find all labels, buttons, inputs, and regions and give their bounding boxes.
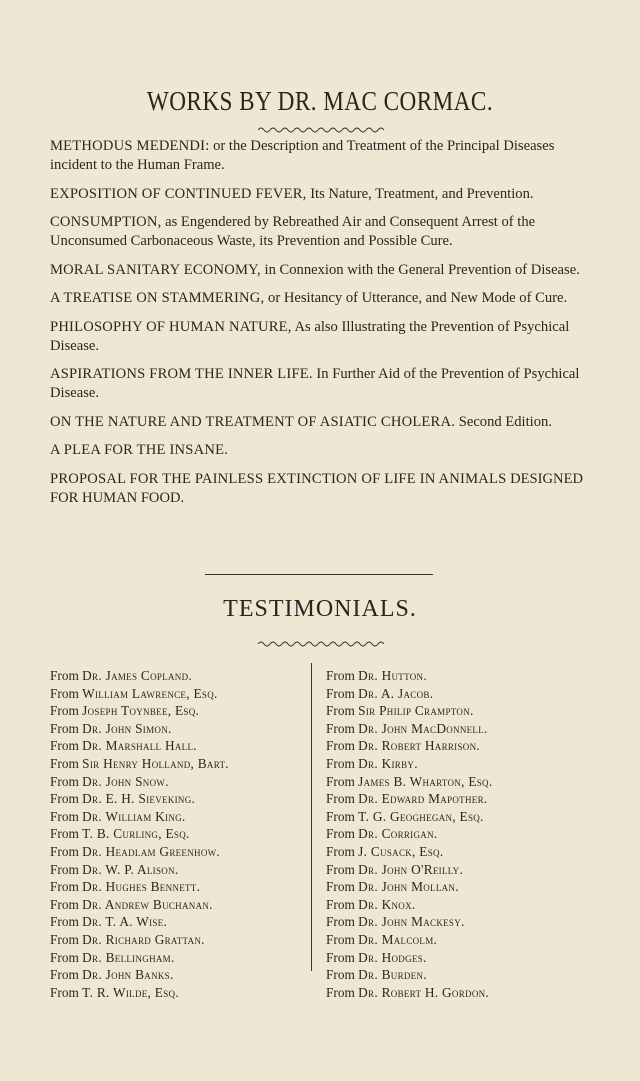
testimonial-prefix: From	[326, 861, 355, 877]
work-entry	[50, 213, 590, 251]
testimonial-name: Dr. James Copland.	[82, 668, 193, 683]
testimonial-name: T. G. Geoghegan, Esq.	[358, 808, 484, 824]
testimonial-item	[326, 966, 596, 984]
testimonial-name: Dr. Hughes Bennett.	[82, 879, 201, 895]
testimonial-item	[326, 685, 596, 703]
testimonial-item	[50, 790, 300, 808]
testimonial-item	[326, 755, 596, 773]
work-description: DESIGNED FOR HUMAN FOOD.	[50, 470, 584, 506]
work-entry	[50, 441, 590, 460]
work-description: or Hesitancy of Utterance, and New Mode of Cure.	[268, 290, 568, 306]
testimonial-name: Dr. T. A. Wise.	[82, 914, 168, 930]
testimonial-name: Dr. John Simon.	[82, 720, 172, 736]
testimonials-heading: TESTIMONIALS.	[223, 596, 417, 622]
testimonial-item	[50, 685, 300, 703]
works-list	[50, 137, 590, 517]
work-description: in Connexion with the General Prevention of Disease.	[264, 261, 580, 278]
work-title: A PLEA FOR THE INSANE.	[50, 442, 229, 458]
work-title: PROPOSAL FOR THE PAINLESS EXTINCTION OF LIFE IN ANIMALS	[50, 470, 507, 487]
testimonials-left-column	[50, 667, 300, 1001]
testimonial-name: Dr. Corrigan.	[358, 826, 438, 842]
testimonial-prefix: From	[50, 720, 79, 736]
work-title: ASPIRATIONS FROM THE INNER LIFE.	[50, 366, 313, 382]
column-divider	[311, 663, 312, 971]
testimonial-prefix: From	[326, 720, 355, 736]
work-entry	[50, 289, 590, 308]
testimonial-item	[326, 773, 596, 791]
testimonial-prefix: From	[326, 931, 355, 947]
testimonial-item	[50, 878, 300, 896]
testimonial-prefix: From	[50, 843, 79, 859]
testimonial-name: Dr. John MacDonnell.	[358, 720, 488, 736]
testimonial-prefix: From	[326, 755, 355, 771]
work-entry	[50, 185, 590, 204]
testimonial-item	[326, 790, 596, 808]
testimonial-name: James B. Wharton, Esq.	[358, 773, 493, 789]
testimonial-prefix: From	[50, 896, 79, 912]
testimonial-prefix: From	[50, 949, 79, 965]
testimonial-prefix: From	[326, 949, 355, 965]
testimonial-name: Dr. Robert H. Gordon.	[358, 984, 490, 1000]
page-title: WORKS BY DR. MAC CORMAC.	[146, 86, 494, 116]
work-title: ON THE NATURE AND TREATMENT OF ASIATIC CHOLERA.	[50, 413, 456, 430]
testimonial-item	[50, 896, 300, 914]
testimonial-prefix: From	[50, 967, 79, 983]
testimonial-prefix: From	[50, 808, 79, 824]
testimonial-item	[50, 966, 300, 984]
testimonial-item	[50, 702, 300, 720]
work-entry	[50, 137, 590, 175]
testimonial-name: Dr. E. H. Sieveking.	[82, 791, 196, 807]
testimonial-prefix: From	[326, 685, 355, 701]
work-description: In Further Aid of the Prevention of Psychical Disease.	[50, 366, 580, 401]
work-title: MORAL SANITARY ECONOMY,	[50, 261, 261, 278]
testimonial-name: Dr. Richard Grattan.	[82, 931, 205, 947]
testimonial-prefix: From	[50, 738, 79, 754]
testimonial-name: T. R. Wilde, Esq.	[82, 984, 179, 1000]
wavy-ornament	[258, 126, 384, 134]
testimonial-item	[326, 878, 596, 896]
testimonial-item	[326, 843, 596, 861]
testimonial-item	[326, 931, 596, 949]
testimonial-name: J. Cusack, Esq.	[358, 843, 444, 859]
testimonial-name: Dr. Hodges.	[358, 949, 427, 965]
testimonial-name: Dr. Malcolm.	[358, 931, 438, 947]
testimonial-name: Sir Henry Holland, Bart.	[82, 755, 229, 771]
testimonial-item	[50, 843, 300, 861]
testimonial-name: Dr. Edward Mapother.	[358, 791, 488, 807]
testimonial-prefix: From	[50, 984, 79, 1000]
testimonial-prefix: From	[50, 755, 79, 771]
testimonial-name: Dr. Knox.	[358, 896, 416, 912]
testimonial-item	[50, 808, 300, 826]
testimonial-prefix: From	[50, 685, 79, 701]
testimonial-prefix: From	[326, 826, 355, 842]
testimonial-prefix: From	[50, 773, 79, 789]
testimonial-name: William Lawrence, Esq.	[82, 685, 218, 701]
testimonial-name: Dr. Robert Harrison.	[358, 738, 480, 754]
testimonial-prefix: From	[326, 984, 355, 1000]
work-entry	[50, 318, 590, 356]
testimonial-prefix: From	[326, 791, 355, 807]
testimonial-item	[326, 913, 596, 931]
testimonial-item	[326, 720, 596, 738]
testimonial-item	[50, 825, 300, 843]
testimonial-prefix: From	[50, 914, 79, 930]
testimonial-item	[326, 667, 596, 685]
testimonial-prefix: From	[326, 773, 355, 789]
testimonial-prefix: From	[50, 668, 79, 683]
work-title: PHILOSOPHY OF HUMAN NATURE,	[50, 318, 292, 335]
work-title: A TREATISE ON STAMMERING,	[50, 290, 265, 306]
testimonial-name: Dr. Bellingham.	[82, 949, 175, 965]
testimonial-name: Dr. John Mollan.	[358, 879, 459, 895]
testimonial-item	[326, 984, 596, 1002]
testimonial-item	[50, 949, 300, 967]
work-title: CONSUMPTION,	[50, 214, 162, 230]
testimonial-name: Dr. Kirby.	[358, 755, 418, 771]
testimonial-prefix: From	[326, 914, 355, 930]
work-description: As also Illustrating the Prevention of Psychical Disease.	[50, 318, 570, 354]
testimonial-prefix: From	[326, 703, 355, 719]
testimonial-item	[50, 984, 300, 1002]
testimonial-prefix: From	[50, 861, 79, 877]
testimonial-item	[326, 702, 596, 720]
wavy-ornament	[258, 640, 384, 648]
work-description: Its Nature, Treatment, and Prevention.	[310, 185, 534, 202]
testimonial-item	[50, 737, 300, 755]
work-description: Second Edition.	[458, 413, 552, 430]
work-entry	[50, 470, 590, 508]
testimonial-name: Joseph Toynbee, Esq.	[82, 703, 200, 719]
testimonial-prefix: From	[50, 703, 79, 719]
testimonial-prefix: From	[50, 879, 79, 895]
testimonial-name: Dr. William King.	[82, 808, 186, 824]
testimonial-name: Dr. John Mackesy.	[358, 914, 465, 930]
work-entry	[50, 413, 590, 432]
testimonial-prefix: From	[326, 738, 355, 754]
testimonial-name: Dr. John Snow.	[82, 773, 169, 789]
testimonial-item	[326, 737, 596, 755]
work-title: EXPOSITION OF CONTINUED FEVER,	[50, 185, 307, 202]
testimonial-prefix: From	[50, 931, 79, 947]
testimonial-name: Dr. Hutton.	[358, 668, 427, 683]
work-description: as Engendered by Rebreathed Air and Consequent Arrest of the Unconsumed Carbonaceous Waste, its Prevention and Possible Cure.	[50, 214, 536, 249]
work-description: or the Description and Treatment of the Principal Diseases incident to the Human Frame.	[50, 138, 555, 173]
testimonial-item	[326, 808, 596, 826]
testimonial-name: Dr. Burden.	[358, 967, 427, 983]
testimonial-item	[326, 825, 596, 843]
testimonial-name: Dr. A. Jacob.	[358, 685, 434, 701]
work-title: METHODUS MEDENDI:	[50, 138, 210, 154]
section-divider-rule	[205, 574, 433, 575]
testimonial-item	[326, 949, 596, 967]
testimonial-item	[50, 861, 300, 879]
work-entry	[50, 365, 590, 403]
testimonial-prefix: From	[326, 808, 355, 824]
testimonial-prefix: From	[326, 879, 355, 895]
testimonial-item	[326, 861, 596, 879]
testimonial-name: Dr. Headlam Greenhow.	[82, 843, 221, 859]
testimonial-item	[50, 755, 300, 773]
testimonials-right-column	[326, 667, 596, 1001]
testimonial-name: Dr. John O'Reilly.	[358, 861, 464, 877]
testimonial-prefix: From	[50, 826, 79, 842]
testimonial-item	[50, 773, 300, 791]
testimonial-prefix: From	[326, 967, 355, 983]
testimonial-prefix: From	[326, 896, 355, 912]
work-entry	[50, 261, 590, 280]
testimonial-item	[50, 913, 300, 931]
testimonial-item	[326, 896, 596, 914]
testimonial-item	[50, 931, 300, 949]
testimonial-prefix: From	[326, 668, 355, 683]
testimonial-item	[50, 720, 300, 738]
testimonial-name: Dr. John Banks.	[82, 967, 174, 983]
testimonial-item	[50, 667, 300, 685]
testimonial-name: Sir Philip Crampton.	[358, 703, 474, 719]
testimonial-name: Dr. W. P. Alison.	[82, 861, 179, 877]
testimonial-prefix: From	[326, 843, 355, 859]
testimonial-name: Dr. Marshall Hall.	[82, 738, 197, 754]
testimonial-name: T. B. Curling, Esq.	[82, 826, 190, 842]
testimonial-name: Dr. Andrew Buchanan.	[82, 896, 213, 912]
testimonial-prefix: From	[50, 791, 79, 807]
